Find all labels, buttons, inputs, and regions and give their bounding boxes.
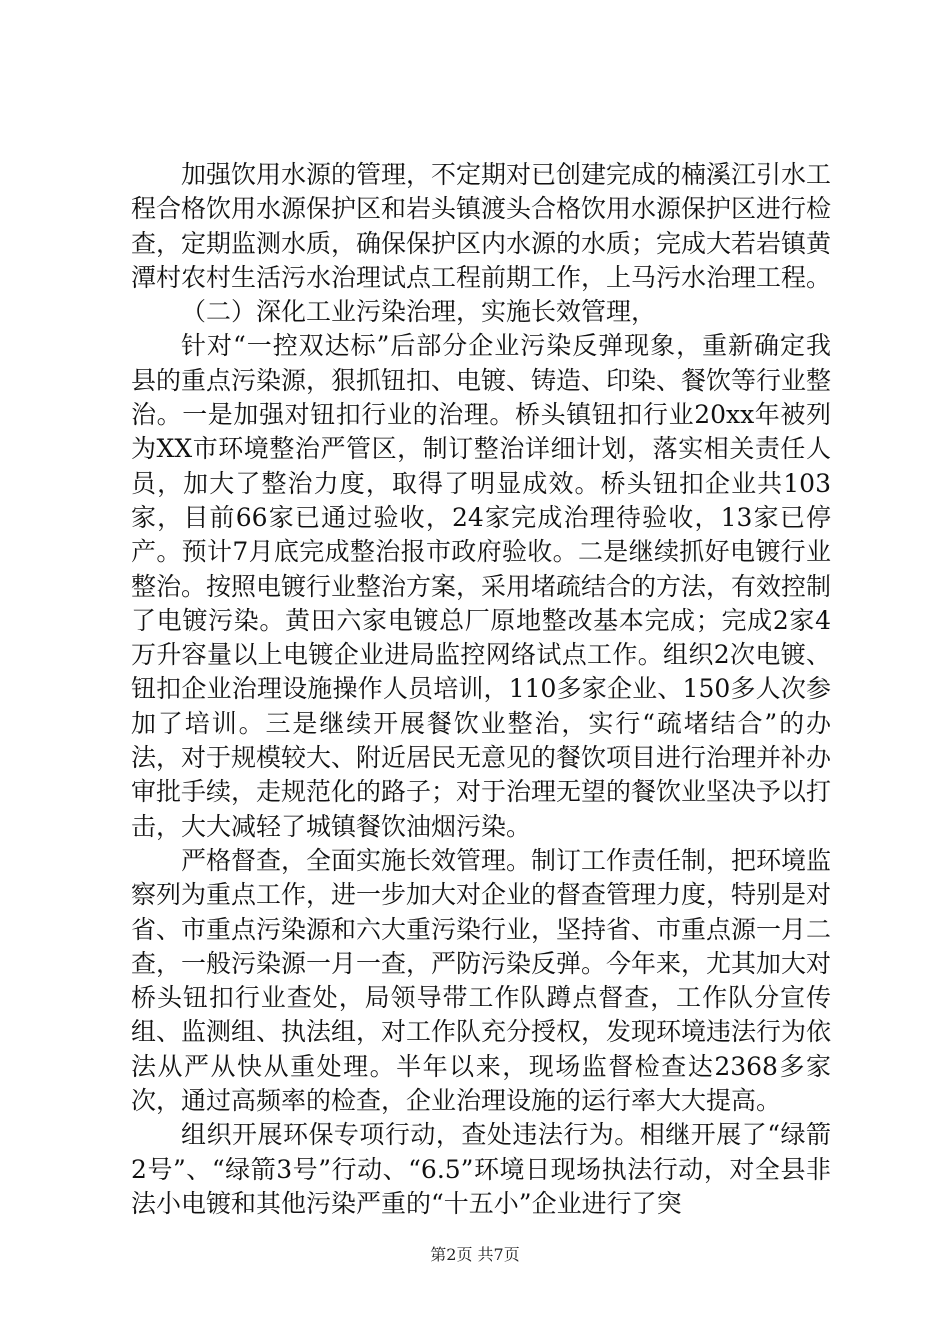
section-heading-industrial-pollution: （二）深化工业污染治理，实施长效管理， — [181, 297, 657, 327]
paragraph-strict-supervision: 严格督查，全面实施长效管理。制订工作责任制，把环境监察列为重点工作，进一步加大对企业的督查管理力度，特别是对省、市重点污染源和六大重污染行业，坚持省、市重点源一月二查，一般污染源一月一查，严防污染反弹。今年来，尤其加大对桥头钮扣行业查处，局领导带工作队蹲点督查，工作队分宣传组、监测组、执法组，对工作队充分授权，发现环境违法行为依法从严从快从重处理。半年以来，现场监督检查达2368多家次，通过高频率的检查，企业治理设施的运行率大大提高。 — [131, 845, 832, 1116]
paragraph-key-pollution-sources: 针对“一控双达标”后部分企业污染反弹现象，重新确定我县的重点污染源，狠抓钮扣、电镀、铸造、印染、餐饮等行业整治。一是加强对钮扣行业的治理。桥头镇钮扣行业20xx年被列为XX市环境整治严管区，制订整治详细计划，落实相关责任人员，加大了整治力度，取得了明显成效。桥头钮扣企业共103家，目前66家已通过验收，24家完成治理待验收，13家已停产。预计7月底完成整治报市政府验收。二是继续抓好电镀行业整治。按照电镀行业整治方案，采用堵疏结合的方法，有效控制了电镀污染。黄田六家电镀总厂原地整改基本完成；完成2家4万升容量以上电镀企业进局监控网络试点工作。组织2次电镀、钮扣企业治理设施操作人员培训，110多家企业、150多人次参加了培训。三是继续开展餐饮业整治，实行“疏堵结合”的办法，对于规模较大、附近居民无意见的餐饮项目进行治理并补办审批手续，走规范化的路子；对于治理无望的餐饮业坚决予以打击，大大减轻了城镇餐饮油烟污染。 — [131, 331, 832, 841]
paragraph-special-actions: 组织开展环保专项行动，查处违法行为。相继开展了“绿箭2号”、“绿箭3号”行动、“6.5”环境日现场执法行动，对全县非法小电镀和其他污染严重的“十五小”企业进行了突 — [131, 1120, 831, 1218]
document-body — [131, 158, 831, 1221]
page-number-footer: 第2页 共7页 — [430, 1245, 520, 1264]
paragraph-drinking-water: 加强饮用水源的管理，不定期对已创建完成的楠溪江引水工程合格饮用水源保护区和岩头镇渡头合格饮用水源保护区进行检查，定期监测水质，确保保护区内水源的水质；完成大若岩镇黄潭村农村生活污水治理试点工程前期工作，上马污水治理工程。 — [131, 160, 832, 292]
